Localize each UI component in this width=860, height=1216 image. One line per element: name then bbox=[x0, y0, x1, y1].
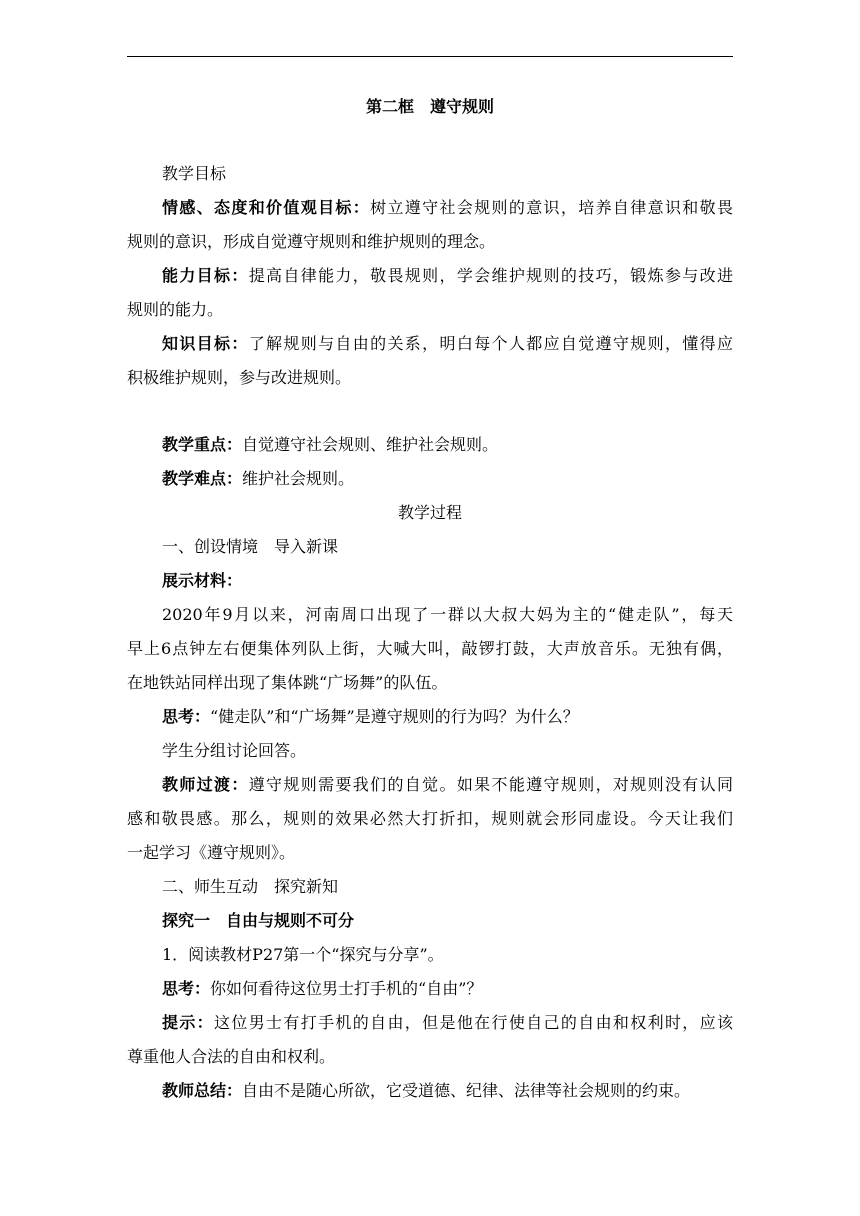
summary-label: 教师总结： bbox=[162, 1081, 243, 1100]
transition-line1 bbox=[127, 768, 733, 802]
difficult-point bbox=[127, 462, 733, 496]
think1-label: 思考： bbox=[162, 707, 211, 726]
transition-text1: 遵守规则需要我们的自觉。如果不能遵守规则，对规则没有认同 bbox=[248, 775, 733, 794]
objectives-section bbox=[127, 157, 733, 395]
difficult-point-text: 维护社会规则。 bbox=[242, 469, 355, 488]
think2 bbox=[127, 972, 733, 1006]
knowledge-objective-line2: 积极维护规则，参与改进规则。 bbox=[127, 368, 352, 387]
hint-label: 提示： bbox=[162, 1013, 215, 1032]
process-heading: 教学过程 bbox=[397, 503, 462, 522]
transition-line2: 感和敬畏感。那么，规则的效果必然大打折扣，规则就会形同虚设。今天让我们 bbox=[127, 809, 733, 828]
think1 bbox=[127, 700, 733, 734]
emotion-objective-text1: 树立遵守社会规则的意识，培养自律意识和敬畏 bbox=[370, 198, 733, 217]
transition-label: 教师过渡： bbox=[162, 775, 249, 794]
hint-line2: 尊重他人合法的自由和权利。 bbox=[127, 1047, 336, 1066]
key-point-label: 教学重点： bbox=[162, 435, 243, 454]
summary-text: 自由不是随心所欲，它受道德、纪律、法律等社会规则的约束。 bbox=[242, 1081, 691, 1100]
ability-objective-line1 bbox=[127, 259, 733, 293]
explore1-heading: 探究一 自由与规则不可分 bbox=[162, 911, 355, 930]
hint-text1: 这位男士有打手机的自由，但是他在行使自己的自由和权利时，应该 bbox=[214, 1013, 733, 1032]
knowledge-objective-line1 bbox=[127, 327, 733, 361]
header-rule bbox=[127, 56, 733, 57]
hint-line1 bbox=[127, 1006, 733, 1040]
key-point bbox=[127, 428, 733, 462]
transition-line3: 一起学习《遵守规则》。 bbox=[127, 843, 296, 862]
material-line2: 早上6点钟左右便集体列队上街，大喊大叫，敲锣打鼓，大声放音乐。无独有偶， bbox=[127, 639, 733, 658]
emotion-objective-line1 bbox=[127, 191, 733, 225]
think2-label: 思考： bbox=[162, 979, 211, 998]
emotion-objective-label: 情感、态度和价值观目标： bbox=[162, 198, 371, 217]
section1-heading: 一、创设情境 导入新课 bbox=[162, 537, 339, 556]
section2-heading: 二、师生互动 探究新知 bbox=[162, 877, 339, 896]
key-point-text: 自觉遵守社会规则、维护社会规则。 bbox=[242, 435, 499, 454]
material-label: 展示材料： bbox=[162, 571, 243, 590]
discussion: 学生分组讨论回答。 bbox=[162, 741, 307, 760]
points-section bbox=[127, 428, 733, 1108]
reading-instruction: 1．阅读教材P27第一个“探究与分享”。 bbox=[162, 945, 444, 964]
knowledge-objective-text1: 了解规则与自由的关系，明白每个人都应自觉遵守规则，懂得应 bbox=[248, 334, 733, 353]
ability-objective-line2: 规则的能力。 bbox=[127, 300, 224, 319]
ability-objective-label: 能力目标： bbox=[162, 266, 249, 285]
summary bbox=[127, 1074, 733, 1108]
material-line3: 在地铁站同样出现了集体跳“广场舞”的队伍。 bbox=[127, 673, 448, 692]
knowledge-objective-label: 知识目标： bbox=[162, 334, 249, 353]
difficult-point-label: 教学难点： bbox=[162, 469, 243, 488]
think1-text: “健走队”和“广场舞”是遵守规则的行为吗？为什么？ bbox=[210, 707, 579, 726]
page-title: 第二框 遵守规则 bbox=[365, 97, 494, 116]
ability-objective-text1: 提高自律能力，敬畏规则，学会维护规则的技巧，锻炼参与改进 bbox=[248, 266, 733, 285]
think2-text: 你如何看待这位男士打手机的“自由”？ bbox=[210, 979, 483, 998]
emotion-objective-line2: 规则的意识，形成自觉遵守规则和维护规则的理念。 bbox=[127, 232, 496, 251]
material-line1: 2020年9月以来，河南周口出现了一群以大叔大妈为主的“健走队”，每天 bbox=[162, 605, 733, 624]
objectives-heading: 教学目标 bbox=[162, 164, 227, 183]
